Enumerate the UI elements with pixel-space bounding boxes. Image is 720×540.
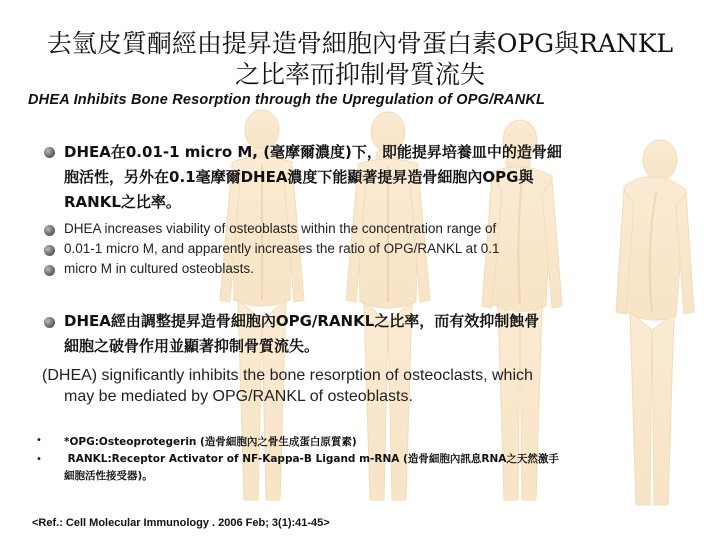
title-line-1: 去氫皮質酮經由提昇造骨細胞內骨蛋白素OPG與RANKL bbox=[46, 29, 674, 58]
text-line: DHEA在0.01-1 micro M, (毫摩爾濃度)下，即能提昇培養皿中的造骨細 bbox=[64, 143, 562, 161]
footnote-rankl-cont: 細胞活性接受器)。 bbox=[64, 470, 153, 482]
bullet-icon bbox=[44, 245, 55, 256]
text-line: DHEA經由調整提昇造骨細胞內OPG/RANKL之比率，而有效抑制蝕骨 bbox=[64, 312, 540, 330]
reference-citation: <Ref.: Cell Molecular Immunology . 2006 Feb; 3(1):41-45> bbox=[32, 517, 330, 529]
footnote-opg: *OPG:Osteoprotegerin (造骨細胞內之骨生成蛋白原質素) bbox=[64, 436, 357, 448]
text-line: (DHEA) significantly inhibits the bone resorption of osteoclasts, which bbox=[42, 367, 533, 384]
footnote-bullet-icon: • bbox=[36, 435, 42, 446]
bullet-icon bbox=[44, 225, 55, 236]
text-line: 胞活性，另外在0.1毫摩爾DHEA濃度下能顯著提昇造骨細胞內OPG與 bbox=[64, 168, 534, 186]
text-line: RANKL之比率。 bbox=[64, 193, 181, 211]
title-line-2: 之比率而抑制骨質流失 bbox=[234, 60, 485, 89]
footnotes bbox=[64, 434, 559, 485]
bullet-icon bbox=[44, 147, 55, 158]
bullet-3-english bbox=[42, 365, 533, 407]
slide-title-chinese bbox=[0, 28, 720, 90]
bullet-2-english bbox=[64, 219, 499, 279]
footnote-rankl: RANKL:Receptor Activator of NF-Kappa-B Ligand m-RNA (造骨細胞內訊息RNA之天然激手 bbox=[64, 453, 559, 465]
bullet-3-chinese bbox=[64, 309, 539, 359]
text-line: micro M in cultured osteoblasts. bbox=[64, 261, 254, 276]
bullet-icon bbox=[44, 317, 55, 328]
text-line: may be mediated by OPG/RANKL of osteoblasts. bbox=[64, 388, 413, 405]
footnote-bullet-icon: • bbox=[36, 454, 42, 465]
slide-title-english: DHEA Inhibits Bone Resorption through the Upregulation of OPG/RANKL bbox=[28, 92, 546, 108]
bullet-icon bbox=[44, 265, 55, 276]
text-line: 細胞之破骨作用並顯著抑制骨質流失。 bbox=[64, 337, 320, 355]
text-line: 0.01-1 micro M, and apparently increases the ratio of OPG/RANKL at 0.1 bbox=[64, 241, 500, 256]
bullet-1-chinese bbox=[64, 140, 562, 215]
text-line: DHEA increases viability of osteoblasts within the concentration range of bbox=[64, 221, 497, 236]
